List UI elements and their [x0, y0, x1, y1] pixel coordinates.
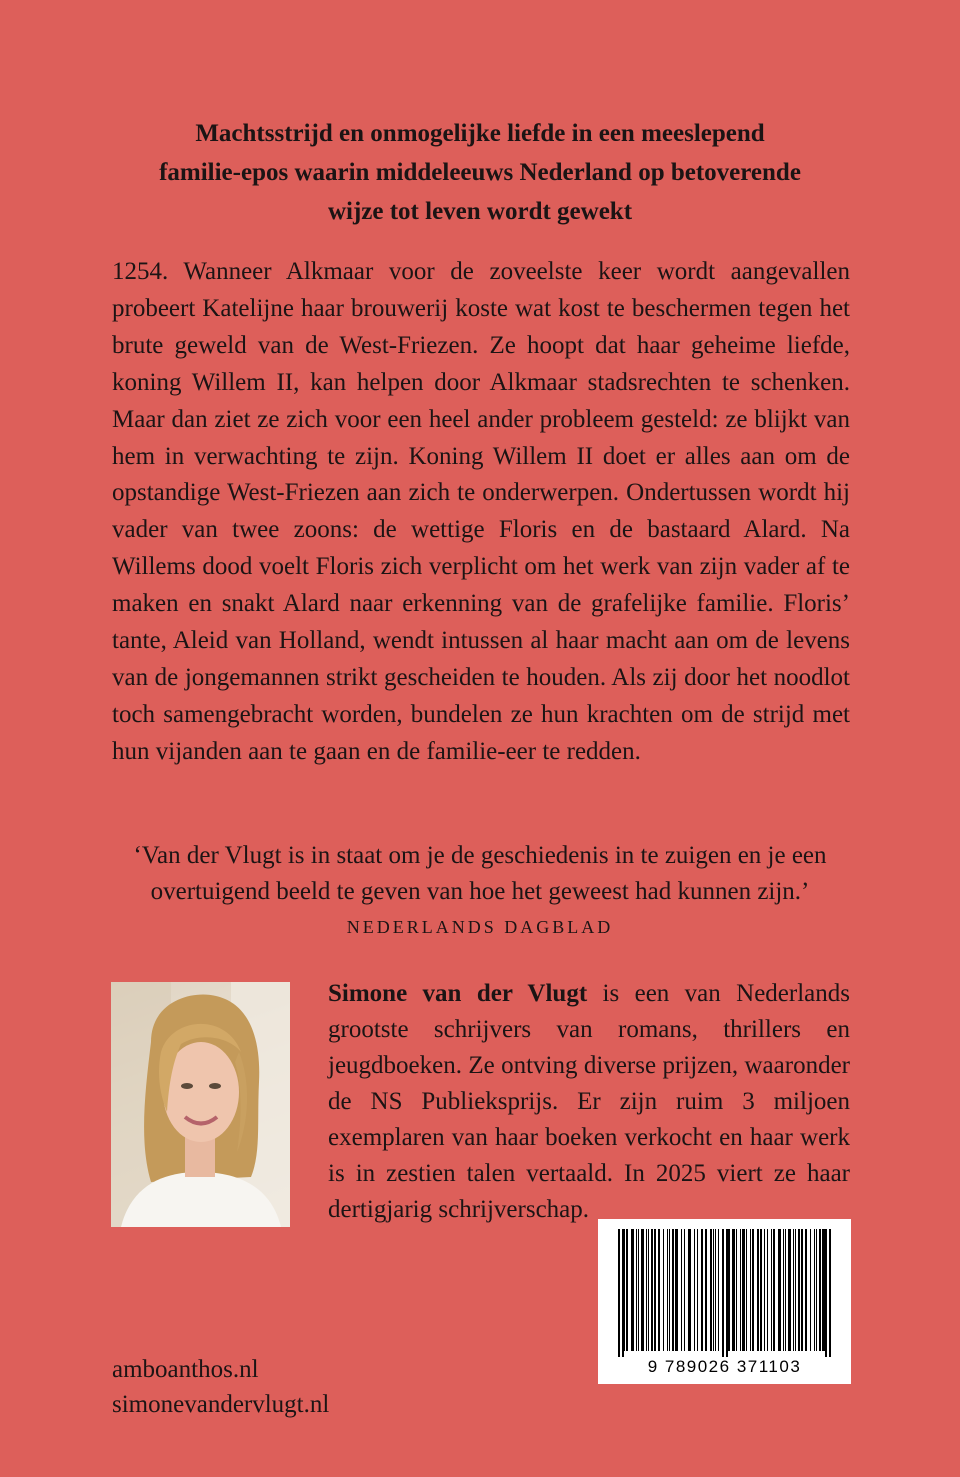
quote-line: ‘Van der Vlugt is in staat om je de geschiedenis in te zuigen en je een — [133, 842, 827, 869]
author-bio-text: is een van Nederlands grootste schrijvers van romans, thrillers en jeugdboeken. Ze ontving diverse prijzen, waaronder de NS Publieksprijs. Er zijn ruim 3 miljoen exemplaren van haar boeken verkocht en haar werk is in zestien talen vertaald. In 2025 viert ze haar dertigjarig schrijverschap. — [328, 980, 850, 1223]
tagline-line: Machtsstrijd en onmogelijke liefde in een meeslepend — [195, 120, 765, 147]
synopsis-text: 1254. Wanneer Alkmaar voor de zoveelste keer wordt aangevallen probeert Katelijne haar brouwerij koste wat kost te beschermen tegen het brute geweld van de West-Friezen. Ze hoopt dat haar geheime liefde, koning Willem II, kan helpen door Alkmaar stadsrechten te schenken. Maar dan ziet ze zich voor een heel ander probleem gesteld: ze blijkt van hem in verwachting te zijn. Koning Willem II doet er alles aan om de opstandige West-Friezen aan zich te onderwerpen. Ondertussen wordt hij vader van twee zoons: de wettige Floris en de bastaard Alard. Na Willems dood voelt Floris zich verplicht om het werk van zijn vader af te maken en snakt Alard naar erkenning van de grafelijke familie. Floris’ tante, Aleid van Holland, wendt intussen al haar macht aan om de levens van de jongemannen strikt gescheiden te houden. Als zij door het noodlot toch samengebracht worden, bundelen ze hun krachten om de strijd met hun vijanden aan te gaan en de familie-eer te redden. — [112, 258, 850, 765]
barcode-bars — [598, 1219, 851, 1359]
tagline-line: familie-epos waarin middeleeuws Nederland op betoverende — [159, 159, 801, 186]
synopsis — [112, 254, 850, 771]
quote-line: overtuigend beeld te geven van hoe het geweest had kunnen zijn.’ — [150, 878, 810, 905]
publisher-website[interactable]: amboanthos.nl — [112, 1356, 259, 1383]
author-website[interactable]: simonevandervlugt.nl — [112, 1391, 330, 1418]
isbn-number: 9 789026 371103 — [647, 1357, 802, 1376]
review-quote — [100, 838, 860, 910]
tagline — [100, 114, 860, 231]
author-name: Simone van der Vlugt — [328, 980, 588, 1007]
barcode — [598, 1219, 851, 1384]
tagline-line: wijze tot leven wordt gewekt — [327, 198, 633, 225]
author-photo — [111, 982, 290, 1227]
quote-source: NEDERLANDS DAGBLAD — [346, 917, 614, 937]
websites — [112, 1352, 329, 1422]
author-bio — [328, 976, 850, 1228]
